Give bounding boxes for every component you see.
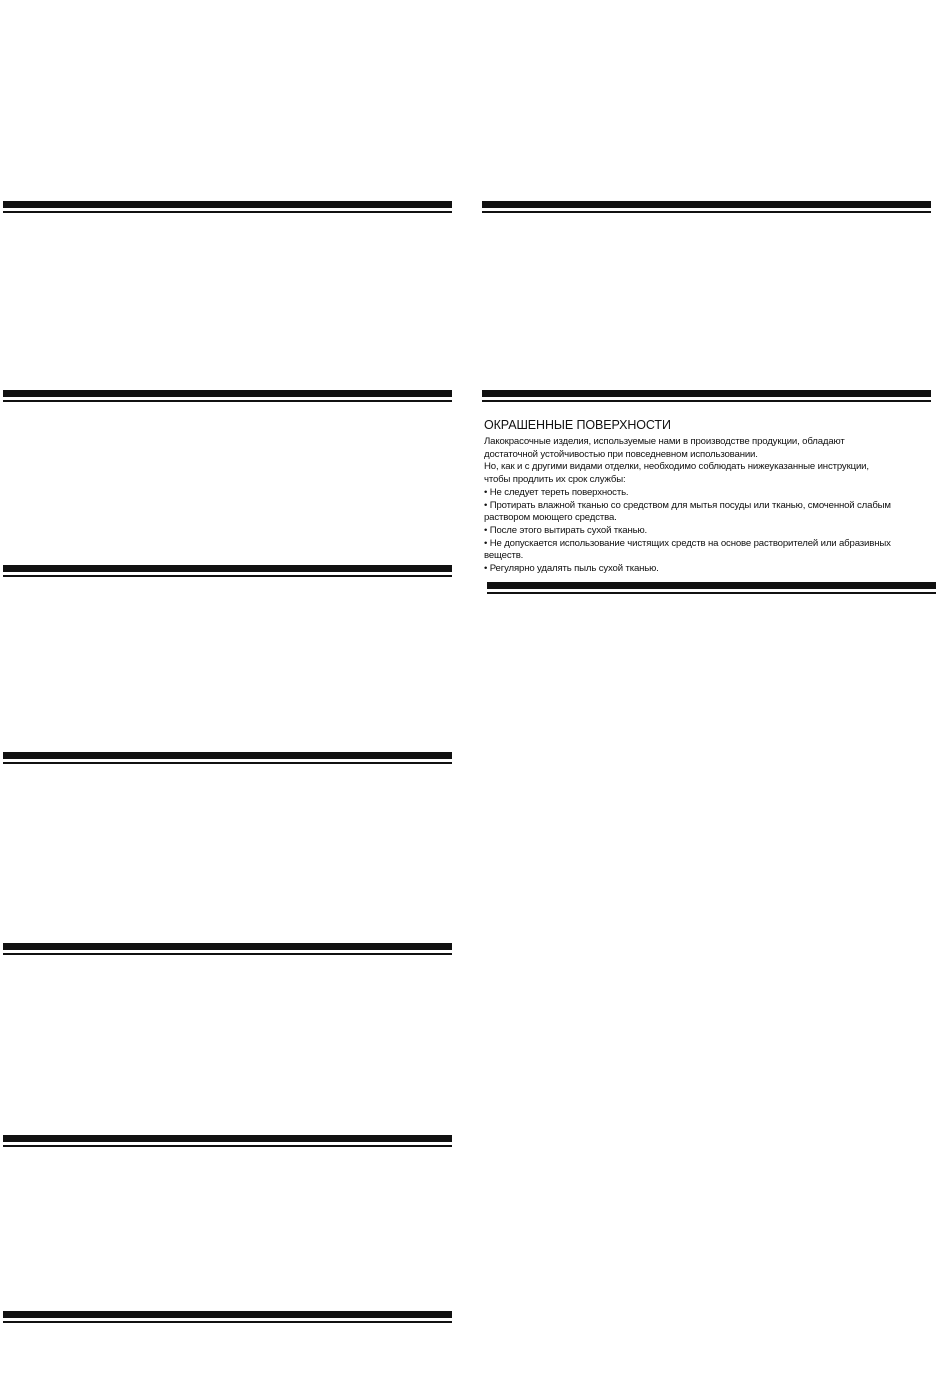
divider-rule — [3, 390, 452, 403]
divider-rule — [3, 565, 452, 578]
divider-rule — [3, 1135, 452, 1148]
section-heading: ОКРАШЕННЫЕ ПОВЕРХНОСТИ — [484, 418, 671, 432]
bullet-item-continuation: раствором моющего средства. — [484, 512, 617, 524]
section-line: Но, как и с другими видами отделки, необходимо соблюдать нижеуказанные инструкции, — [484, 461, 869, 473]
divider-rule — [3, 1311, 452, 1324]
divider-rule — [3, 943, 452, 956]
bullet-item: • Протирать влажной тканью со средством для мытья посуды или тканью, смоченной слабым — [484, 499, 891, 511]
section-line: чтобы продлить их срок службы: — [484, 474, 626, 486]
section-line: достаточной устойчивостью при повседневном использовании. — [484, 448, 758, 460]
divider-rule — [482, 201, 931, 214]
bullet-item-continuation: веществ. — [484, 550, 524, 562]
divider-rule — [3, 752, 452, 765]
divider-rule — [482, 390, 931, 403]
bullet-item: • Не следует тереть поверхность. — [484, 486, 629, 498]
section-line: Лакокрасочные изделия, используемые нами в производстве продукции, обладают — [484, 436, 845, 447]
bullet-item: • После этого вытирать сухой тканью. — [484, 524, 648, 536]
bullet-item: • Регулярно удалять пыль сухой тканью. — [484, 563, 659, 575]
divider-rule — [487, 582, 936, 595]
painted-surfaces-section — [484, 418, 924, 576]
bullet-item: • Не допускается использование чистящих средств на основе растворителей или абразивных — [484, 537, 891, 549]
divider-rule — [3, 201, 452, 214]
